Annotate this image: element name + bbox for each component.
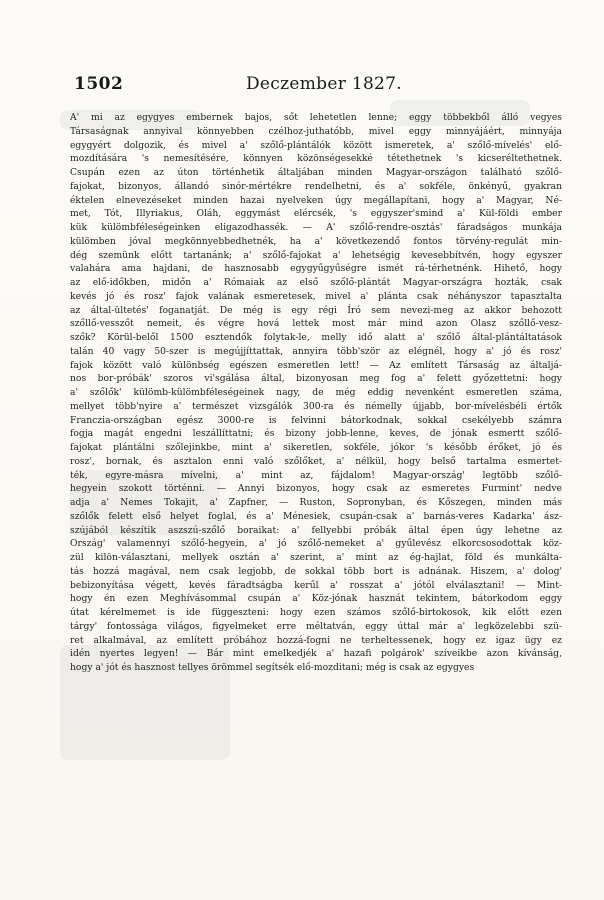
text-line: kük külömbféleségeinken eligazodhassék. — A' szőlő-rendre-osztás' fáradságos munkája — [70, 222, 562, 233]
text-line: az által-ültetés' foganatját. De még is egy régi Író sem nevezi-meg az akkor behozott — [70, 304, 562, 316]
text-line: mellyet több'nyire a' természet vizsgálók 300-ra és némelly újjabb, bor-mívelésbéli értők — [70, 400, 562, 412]
text-line: tárgy' fontossága világos, figyelmeket erre méltatván, eggy úttal már a' legközelebbi szü- — [70, 620, 562, 632]
page-number: 1502 — [74, 74, 124, 94]
text-line: szőlők felett első helyet foglal, és a' Ménesiek, csupán-csak a' barnás-veres Kadarka' ász- — [70, 510, 562, 522]
text-line: hegyein szokott történni. — Annyi bizonyos, hogy csak az esmeretes Furmint' nedve — [70, 483, 562, 495]
text-line: A' mi az egygyes embernek bajos, sőt lehetetlen lenne; eggy többekből álló vegyes — [70, 112, 562, 123]
text-line: zül kilön-választani, mellyek osztán a' szerint, a' mint az ég-hajlat, föld és munkálta- — [70, 552, 562, 563]
text-line: adja a' Nemes Tokajit, a' Zapfner, — Ruston, Sopronyban, és Kőszegen, minden más — [70, 497, 562, 508]
running-title: Deczember 1827. — [246, 74, 402, 94]
text-line: Ország' valamennyi szőlő-hegyein, a' jó szőlő-nemeket a' gyűlevész elkorcsosodottak köz- — [70, 538, 562, 550]
text-line: külömben jóval megkönnyebbedhetnék, ha a' következendő fontos törvény-regulát min- — [70, 235, 562, 247]
text-line: nos bor-próbák' szoros vi'sgálása által, bizonyosan meg fog a' felett győzettetni: hogy — [70, 373, 562, 385]
text-line: hogy a' jót és hasznost tellyes örömmel segítsék elő-mozditani; még is csak az egygyes — [70, 662, 475, 673]
text-line: bebizonyítása végett, kevés fáradtságba kerűl a' rosszat a' jótól elválasztani! — Mint- — [70, 579, 562, 591]
text-line: valahára ama hajdani, de hasznosabb egygyűgyűségre ismét rá-térhetnénk. Hihető, hogy — [70, 263, 562, 275]
text-line: fajokat plántálni szőlejinkbe, mint a' sikeretlen, sokféle, jókor 's később érőket, jó és — [70, 442, 562, 453]
text-line: ték, egyre-másra mívelni, a' mint az, fájdalom! Magyar-ország' legtöbb szőlő- — [70, 469, 562, 481]
text-line: Csupán ezen az úton történhetik általjában minden Magyar-országon található szőlő- — [70, 167, 562, 178]
text-line: éktelen elnevezéseket minden hazai nyelveken úgy megállapítani, hogy a' Magyar, Né- — [70, 194, 562, 206]
text-line: dég szemünk előtt tartanánk; a' szőlő-fajokat a' lehetségig kevesebbítvén, hogy egyszer — [70, 249, 562, 261]
text-line: tás hozzá magával, nem csak legjobb, de sokkal több bort is adnának. Hiszem, a' dolog' — [70, 565, 562, 577]
text-line: szőllő-vesszőt nemeit, és végre hová lettek most már mind azon Olasz szőllő-vesz- — [70, 318, 562, 330]
text-line: egygyért dolgozik, és mivel a' szőlő-plántálók között ismeretek, a' szőlő-mívelés' elő- — [70, 139, 562, 151]
text-line: kevés jó és rosz' fajok valának esmeretesek, mivel a' plánta csak néhányszor tapasztalta — [70, 290, 562, 302]
text-line: talán 40 vagy 50-szer is megújjíttattak, annyira több'ször az elégnél, hogy a' jó és rosz' — [70, 345, 562, 357]
text-line: hogy én ezen Meghívásommal csupán a' Köz-jónak hasznát tekintem, bátorkodom eggy — [70, 593, 562, 605]
page-header — [74, 74, 544, 96]
text-line: Franczia-országban egész 3000-re is felvinni bátorkodnak, sokkal csekélyebb számra — [70, 414, 562, 426]
text-line: a' szőlők' külömb-külömbféleségeinek nagy, de még eddig nevenként esmeretlen száma, — [70, 387, 562, 398]
text-line: fajokat, bizonyos, állandó sinór-mértékre rendelhetni, és a' sokféle, önkényű, gyakran — [70, 180, 562, 192]
text-line: szújából készítik aszszú-szőlő boraikat: a' fellyebbi próbák által épen úgy lehetne az — [70, 524, 562, 536]
text-line: az elő-időkben, midőn a' Rómaiak az első szőlő-plántát Magyar-országra hozták, csak — [70, 277, 562, 288]
text-line: met, Tót, Illyriakus, Oláh, eggymást elércsék, 's eggyszer'smind a' Kül-földi ember — [70, 208, 562, 220]
text-line: fogja magát engedni leszállíttatni; és bizony jobb-lenne, keves, de jónak esmertt szőlő- — [70, 428, 562, 440]
body-text — [70, 111, 562, 675]
text-line: útat kérelmemet is ide függeszteni: hogy ezen számos szőlő-birtokosok, kik előtt ezen — [70, 607, 562, 618]
text-line: szők? Körül-belől 1500 esztendők folytak-le, melly idő alatt a' szőlő által-plántáltatások — [70, 332, 562, 343]
text-line: Társaságnak annyival könnyebben czélhoz-juthatóbb, mivel eggy minnyájáért, minnyája — [70, 125, 562, 137]
text-line: rosz', bornak, és asztalon enni való szőlőket, a' nélkül, hogy belső tartalma esmertet- — [70, 455, 562, 467]
text-line: idén nyertes legyen! — Bár mint emelkedjék a' hazafi polgárok' szíveikbe azon kívánság, — [70, 648, 562, 660]
text-line: ret alkalmával, az említett próbához hozzá-fogni ne terheltessenek, hogy ez igaz ügy ez — [70, 634, 562, 646]
text-line: mozdítására 's nemesítésére, könnyen közönségesekké tétethetnek 's kicseréltethetnek. — [70, 153, 562, 165]
text-line: fajok között való különbség egészen esmeretlen lett! — Az említett Társaság az általjá- — [70, 359, 562, 371]
